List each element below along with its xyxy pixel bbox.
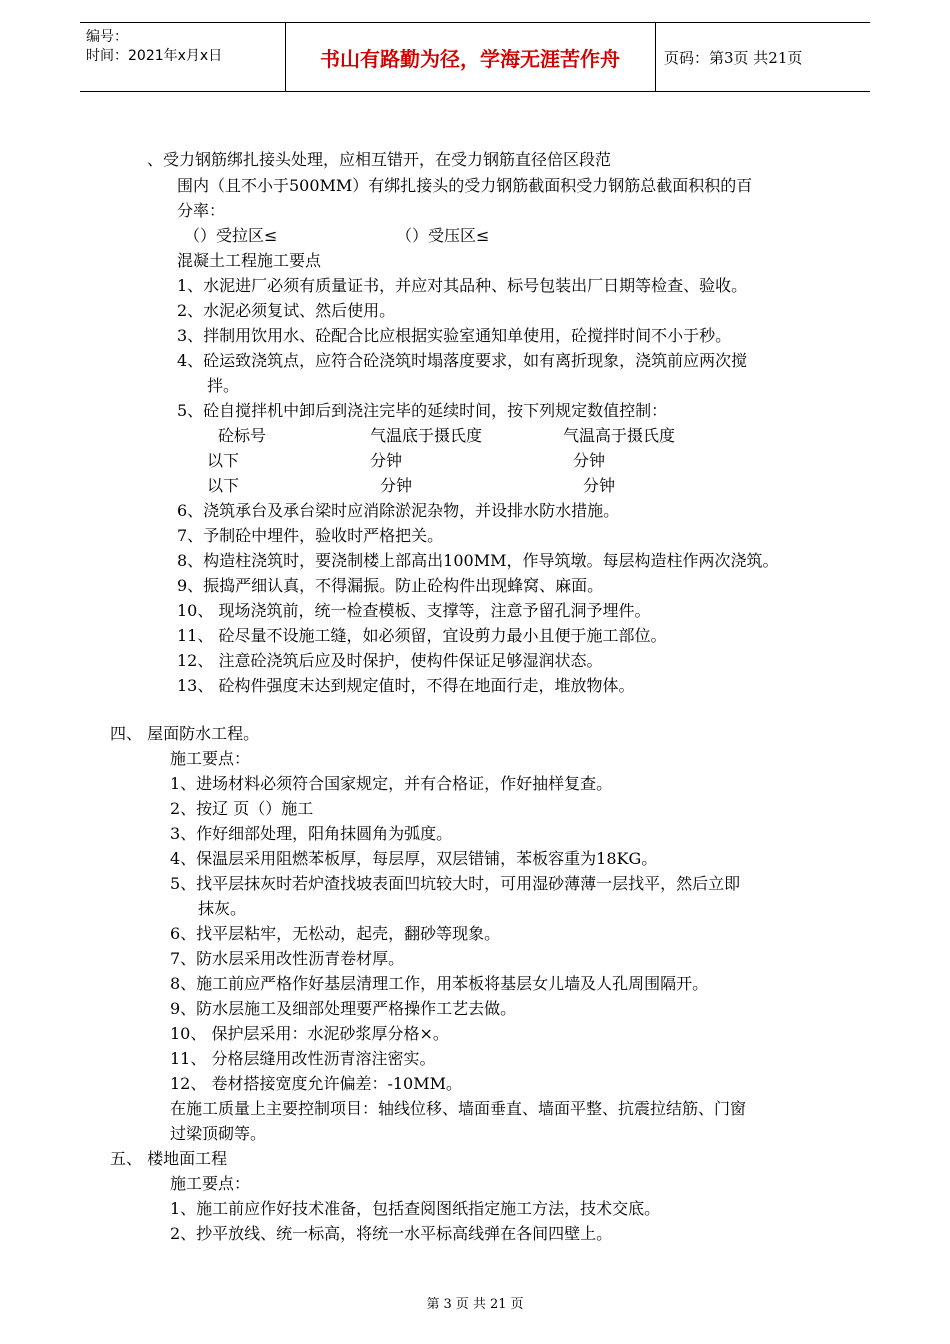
text-line: 12、 卷材搭接宽度允许偏差：-10MM。 bbox=[170, 1074, 462, 1093]
text-line: 9、振捣严细认真，不得漏振。防止砼构件出现蜂窝、麻面。 bbox=[177, 576, 604, 595]
table-cell: 砼标号 bbox=[218, 426, 267, 445]
text-line: 2、按辽 页（）施工 bbox=[170, 799, 314, 818]
header-divider-right bbox=[655, 23, 656, 91]
text-line: （）受压区≤ bbox=[396, 226, 490, 245]
footer-prefix: 第 bbox=[426, 1297, 440, 1312]
text-line: 8、构造柱浇筑时，要浇制楼上部高出100MM，作导筑墩。每层构造柱作两次浇筑。 bbox=[177, 551, 779, 570]
text-line: 7、予制砼中埋件，验收时严格把关。 bbox=[177, 526, 444, 545]
section-heading: 五、 楼地面工程 bbox=[110, 1149, 228, 1168]
text-line: 8、施工前应严格作好基层清理工作，用苯板将基层女儿墙及人孔周围隔开。 bbox=[170, 974, 709, 993]
document-number-label: 编号： bbox=[86, 29, 128, 45]
table-cell: 分钟 bbox=[380, 476, 413, 495]
table-cell: 以下 bbox=[207, 451, 240, 470]
footer-suffix: 页 bbox=[510, 1297, 524, 1312]
text-line: （）受拉区≤ bbox=[184, 226, 278, 245]
table-cell: 以下 bbox=[207, 476, 240, 495]
text-line: 7、防水层采用改性沥青卷材厚。 bbox=[170, 949, 405, 968]
text-line: 6、找平层粘牢，无松动，起壳，翻砂等现象。 bbox=[170, 924, 501, 943]
text-line: 2、抄平放线、统一标高，将统一水平标高线弹在各间四壁上。 bbox=[170, 1224, 613, 1243]
footer-total-pages: 21 bbox=[489, 1297, 507, 1312]
text-line: 4、砼运致浇筑点，应符合砼浇筑时塌落度要求，如有离折现象，浇筑前应两次搅 bbox=[177, 351, 748, 370]
text-line: 分率： bbox=[177, 201, 226, 220]
header-motto: 书山有路勤为径，学海无涯苦作舟 bbox=[320, 47, 620, 71]
text-line: 拌。 bbox=[207, 376, 240, 395]
section-heading: 混凝土工程施工要点 bbox=[177, 251, 322, 270]
footer-mid: 页 共 bbox=[455, 1297, 486, 1312]
text-line: 12、 注意砼浇筑后应及时保护，使构件保证足够湿润状态。 bbox=[177, 651, 603, 670]
text-line: 4、保温层采用阻燃苯板厚，每层厚，双层错铺，苯板容重为18KG。 bbox=[170, 849, 658, 868]
page-header bbox=[80, 22, 870, 92]
text-line: 1、施工前应作好技术准备，包括查阅图纸指定施工方法，技术交底。 bbox=[170, 1199, 661, 1218]
text-line: 施工要点： bbox=[170, 749, 251, 768]
text-line: 5、砼自搅拌机中卸后到浇注完毕的延续时间，按下列规定数值控制： bbox=[177, 401, 668, 420]
text-line: 5、找平层抹灰时若炉渣找坡表面凹坑较大时，可用湿砂薄薄一层找平，然后立即 bbox=[170, 874, 741, 893]
text-line: 抹灰。 bbox=[198, 899, 247, 918]
text-line: 11、 分格层缝用改性沥青溶注密实。 bbox=[170, 1049, 436, 1068]
text-line: 9、防水层施工及细部处理要严格操作工艺去做。 bbox=[170, 999, 517, 1018]
table-cell: 分钟 bbox=[370, 451, 403, 470]
text-line: 施工要点： bbox=[170, 1174, 251, 1193]
table-cell: 分钟 bbox=[573, 451, 606, 470]
text-line: 11、 砼尽量不设施工缝，如必须留，宜设剪力最小且便于施工部位。 bbox=[177, 626, 667, 645]
header-page-info: 页码：第3页 共21页 bbox=[664, 49, 803, 67]
text-line: 13、 砼构件强度末达到规定值时，不得在地面行走，堆放物体。 bbox=[177, 676, 635, 695]
text-line: 1、水泥进厂必须有质量证书，并应对其品种、标号包装出厂日期等检查、验收。 bbox=[177, 276, 748, 295]
text-line: 在施工质量上主要控制项目：轴线位移、墙面垂直、墙面平整、抗震拉结筋、门窗 bbox=[170, 1099, 747, 1118]
text-line: 3、拌制用饮用水、砼配合比应根据实验室通知单使用，砼搅拌时间不小于秒。 bbox=[177, 326, 732, 345]
table-cell: 气温高于摄氏度 bbox=[563, 426, 676, 445]
document-time-label: 时间：2021年x月x日 bbox=[86, 48, 223, 64]
text-line: 1、进场材料必须符合国家规定，并有合格证，作好抽样复查。 bbox=[170, 774, 613, 793]
section-heading: 四、 屋面防水工程。 bbox=[110, 724, 260, 743]
table-cell: 气温底于摄氏度 bbox=[370, 426, 483, 445]
table-cell: 分钟 bbox=[583, 476, 616, 495]
text-line: 围内（且不小于500MM）有绑扎接头的受力钢筋截面积受力钢筋总截面积积的百 bbox=[177, 176, 753, 195]
text-line: 3、作好细部处理，阳角抹圆角为弧度。 bbox=[170, 824, 453, 843]
page-footer bbox=[0, 1293, 950, 1312]
text-line: 、受力钢筋绑扎接头处理，应相互错开，在受力钢筋直径倍区段范 bbox=[147, 150, 612, 169]
text-line: 2、水泥必须复试、然后使用。 bbox=[177, 301, 396, 320]
text-line: 过梁顶砌等。 bbox=[170, 1124, 267, 1143]
footer-page-number: 3 bbox=[443, 1297, 452, 1312]
text-line: 6、浇筑承台及承台梁时应消除淤泥杂物，并设排水防水措施。 bbox=[177, 501, 620, 520]
text-line: 10、 现场浇筑前，统一检查模板、支撑等，注意予留孔洞予埋件。 bbox=[177, 601, 651, 620]
text-line: 10、 保护层采用：水泥砂浆厚分格×。 bbox=[170, 1024, 449, 1043]
